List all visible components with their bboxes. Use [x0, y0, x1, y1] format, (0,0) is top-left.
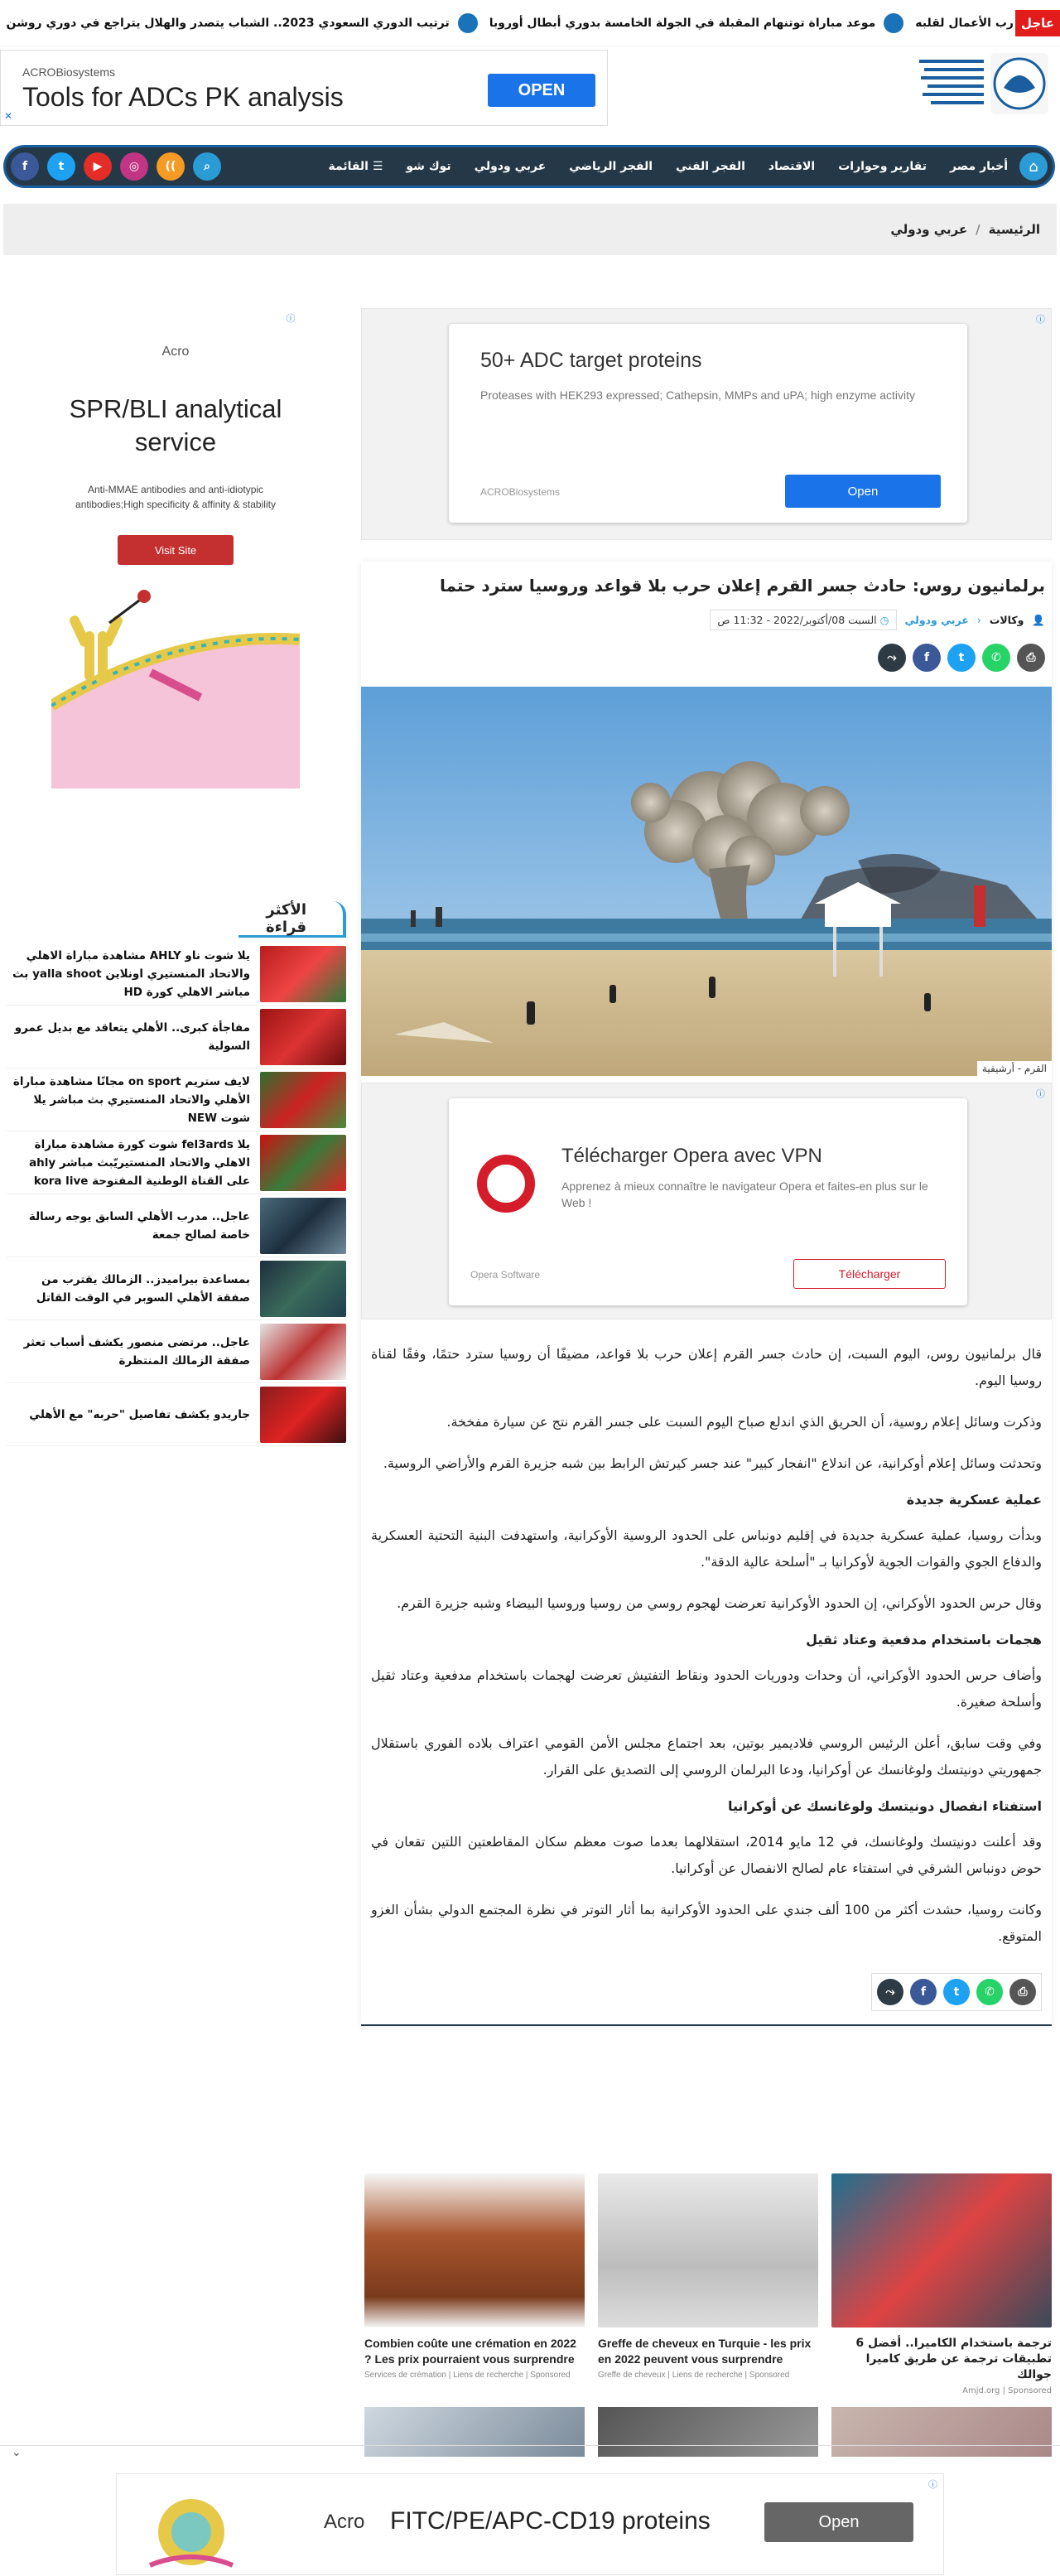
ad-card[interactable]: [449, 1098, 967, 1305]
main-navbar: [3, 145, 1055, 188]
sponsored-card[interactable]: [831, 2173, 1052, 2395]
hamburger-icon: ☰: [368, 160, 383, 173]
ad-brand: Acro: [161, 345, 190, 359]
most-read-item[interactable]: بمساعدة بيراميدز.. الزمالك يقترب من صفقة الأهلي السوبر في الوقت القاتل: [7, 1257, 346, 1320]
whatsapp-share-icon[interactable]: ✆: [976, 1979, 1003, 2005]
facebook-share-icon[interactable]: f: [913, 644, 941, 672]
article-paragraph: وفي وقت سابق، أعلن الرئيس الروسي فلاديمير بوتين، بعد اجتماع مجلس الأمن القومي اعتراف بلاده الفوري باستقلال جمهوريتي دونيتسك ولوغانسك عن أوكرانيا، ودعا البرلمان الروسي إلى التصديق على القرار.: [371, 1735, 1042, 1778]
share-icon[interactable]: ⤳: [878, 644, 906, 672]
ad-text: Anti-MMAE antibodies and anti-idiotypic antibodies;High specificity & affinity & stability: [75, 484, 276, 510]
ad-visit-button[interactable]: Visit Site: [118, 535, 234, 565]
most-read-item[interactable]: عاجل.. مدرب الأهلي السابق يوجه رسالة خاصة لصالح جمعة: [7, 1194, 346, 1257]
share-bar-top: [361, 635, 1052, 680]
nav-item-reports[interactable]: تقارير وحوارات: [838, 160, 928, 173]
ad-illustration: [51, 581, 300, 789]
most-read-item[interactable]: لايف ستريم on sport مجانًا مشاهدة مباراة الأهلي والاتحاد المنستيري بث مباشر يلا شوت NEW: [7, 1069, 346, 1131]
article-title: برلمانيون روس: حادث جسر القرم إعلان حرب بلا قواعد وروسيا سترد حتما: [439, 576, 1045, 596]
whatsapp-share-icon[interactable]: ✆: [982, 644, 1010, 672]
breadcrumb-home[interactable]: الرئيسية: [988, 222, 1040, 237]
ad-close-icon[interactable]: ✕: [4, 110, 13, 122]
breadcrumb: [3, 204, 1057, 255]
sponsored-title: Greffe de cheveux en Turquie - les prix en 2022 peuvent vous surprendre: [598, 2337, 812, 2366]
most-read-item[interactable]: جاريدو يكشف تفاصيل "حربه" مع الأهلي: [7, 1383, 346, 1446]
ad-text: Proteases with HEK293 expressed; Cathepsin, MMPs and uPA; high enzyme activity: [480, 388, 915, 402]
sticky-ad-collapse-bar: [0, 2445, 1060, 2460]
article-author: وكالات: [989, 614, 1024, 626]
ticker-item[interactable]: موعد مباراة توتنهام المقبلة في الجولة الخامسة بدوري أبطال أوروبا: [489, 13, 904, 33]
twitter-share-icon[interactable]: t: [943, 1979, 970, 2005]
sticky-bottom-ad[interactable]: [116, 2473, 944, 2575]
ad-download-button[interactable]: Télécharger: [793, 1259, 946, 1289]
most-read-item[interactable]: عاجل.. مرتضى منصور يكشف أسباب تعثر صفقة الزمالك المنتظرة: [7, 1320, 346, 1383]
nav-item-art[interactable]: الفجر الفني: [676, 160, 745, 173]
article-paragraph: وكانت روسيا، حشدت أكثر من 100 ألف جندي على الحدود الأوكرانية بما أثار التوتر في نظرة المجتمع الدولي بشأن الغزو المتوقع.: [371, 1902, 1042, 1944]
sponsored-source: Amjd.org | Sponsored: [962, 2386, 1052, 2395]
ad-brand: Acro: [324, 2511, 365, 2533]
section-heading: عملية عسكرية جديدة: [906, 1492, 1042, 1507]
sponsored-image: [598, 2173, 818, 2328]
twitter-icon[interactable]: t: [47, 152, 75, 181]
most-read-widget: [7, 901, 346, 1446]
sponsored-content-grid: [361, 2173, 1052, 2457]
search-icon[interactable]: ⌕: [193, 152, 221, 181]
image-caption: القرم - أرشيفية: [977, 1061, 1052, 1076]
nav-item-economy[interactable]: الاقتصاد: [768, 160, 816, 173]
instagram-icon[interactable]: ◎: [120, 152, 148, 181]
article-paragraph: قال برلمانيون روس، اليوم السبت، إن حادث جسر القرم إعلان حرب بلا قواعد، مضيفًا أن روسيا سترد حتمًا، وفقًا لقناة روسيا اليوم.: [371, 1346, 1042, 1388]
most-read-item[interactable]: يلا شوت ناو AHLY مشاهدة مباراة الاهلي والاتحاد المنستيري اونلاين yalla shoot بث مباشر الاهلي كورة HD: [7, 943, 346, 1006]
article-paragraph: وقد أعلنت دونيتسك ولوغانسك، في 12 مايو 2014، استقلالهما بعدما صوت معظم سكان المقاطعتين اللتين تقعان في حوض دونباس الشرقي في استفتاء عام لصالح الانفصال عن أوكرانيا.: [371, 1834, 1043, 1876]
most-read-item[interactable]: يلا fel3ards شوت كورة مشاهدة مباراة الاهلي والاتحاد المنستيريّبث مباشر ahly على القناة الوطنية المفتوحة kora live: [7, 1131, 346, 1194]
most-read-title: الأكثر قراءة: [238, 901, 346, 938]
sponsored-source: Services de crémation | Liens de recherche | Sponsored: [364, 2371, 571, 2380]
sponsored-title: ترجمة باستخدام الكاميرا.. أفضل 6 تطبيقات ترجمة عن طريق كاميرا جوالك: [855, 2337, 1052, 2381]
ad-card[interactable]: [449, 324, 967, 523]
ad-source: Opera Software: [470, 1269, 541, 1281]
sponsored-card[interactable]: [598, 2173, 818, 2395]
section-heading: استفتاء انفصال دونيتسك ولوغانسك عن أوكرانيا: [727, 1798, 1042, 1814]
ad-text: Apprenez à mieux connaître le navigateur Opera et faites-en plus sur le Web !: [561, 1179, 928, 1209]
sponsored-card[interactable]: [364, 2173, 585, 2395]
twitter-share-icon[interactable]: t: [947, 644, 976, 672]
sidebar-ad[interactable]: [51, 308, 300, 805]
ad-open-button[interactable]: Open: [764, 2502, 913, 2542]
in-content-ad[interactable]: [361, 308, 1052, 540]
article-body: [361, 1319, 1052, 1973]
sponsored-title: Combien coûte une crémation en 2022 ? Les prix pourraient vous surprendre: [364, 2337, 576, 2366]
article-paragraph: وتحدثت وسائل إعلام أوكرانية، عن اندلاع "انفجار كبير" عند جسر كيرتش الرابط بين شبه جزيرة القرم والأراضي الروسية.: [383, 1455, 1042, 1471]
print-icon[interactable]: ⎙: [1017, 644, 1045, 672]
youtube-icon[interactable]: ▶: [84, 152, 112, 181]
thumbnail: [260, 1324, 346, 1380]
main-column: [361, 308, 1052, 2026]
ticker-item[interactable]: ترتيب الدوري السعودي 2023.. الشباب يتصدر والهلال يتراجع في دوري روشن: [6, 13, 477, 33]
article-paragraph: وقال حرس الحدود الأوكراني، إن الحدود الأوكرانية تعرضت لهجوم روسي من روسيا وروسيا البيضاء وشبه جزيرة القرم.: [397, 1595, 1042, 1611]
clock-icon: ◷: [876, 614, 889, 626]
site-logo[interactable]: [911, 51, 1052, 116]
article-paragraph: وأضاف حرس الحدود الأوكراني، أن وحدات ودوريات الحدود ونقاط التفتيش تعرضت لهجمات باستخدام مدفعية وعتاد ثقيل وأسلحة صغيرة.: [371, 1667, 1042, 1710]
article-divider: [361, 2024, 1052, 2026]
nav-item-egypt-news[interactable]: أخبار مصر: [950, 160, 1008, 173]
section-heading: هجمات باستخدام مدفعية وعتاد ثقيل: [806, 1632, 1042, 1647]
chevron-icon: ‹: [976, 614, 981, 626]
ad-title: FITC/PE/APC-CD19 proteins: [390, 2507, 711, 2535]
chevron-down-icon[interactable]: ⌄: [12, 2446, 22, 2459]
article: [361, 562, 1052, 2026]
share-bar-bottom: [871, 1973, 1042, 2011]
user-icon: 👤: [1032, 613, 1045, 626]
nav-item-world[interactable]: عربي ودولي: [474, 160, 547, 173]
opera-logo-icon: [477, 1155, 535, 1213]
sponsored-image: [831, 2173, 1052, 2328]
ad-headline: SPR/BLI analytical service: [69, 394, 282, 456]
nav-item-menu[interactable]: ☰ القائمة: [328, 160, 383, 173]
article-image: [361, 687, 1052, 1076]
thumbnail: [260, 1072, 346, 1128]
ad-choices-icon[interactable]: ⓘ: [1036, 314, 1045, 325]
article-meta: [361, 605, 1052, 635]
facebook-share-icon[interactable]: f: [910, 1979, 937, 2005]
print-icon[interactable]: ⎙: [1009, 1979, 1036, 2005]
ad-title[interactable]: Tools for ADCs PK analysis: [22, 82, 344, 112]
in-content-ad[interactable]: [361, 1083, 1052, 1319]
breadcrumb-current[interactable]: عربي ودولي: [890, 222, 968, 237]
home-icon[interactable]: ⌂: [1019, 152, 1048, 181]
share-icon[interactable]: ⤳: [877, 1979, 903, 2005]
thumbnail: [260, 1009, 346, 1065]
article-category[interactable]: عربي ودولي: [904, 614, 969, 626]
breaking-badge: عاجل: [1015, 10, 1060, 36]
facebook-icon[interactable]: f: [11, 152, 39, 181]
ad-choices-icon[interactable]: ⓘ: [1036, 1088, 1045, 1099]
ad-title: 50+ ADC target proteins: [480, 349, 702, 372]
ad-choices-icon[interactable]: ⓘ: [928, 2479, 937, 2490]
crimea-smoke-photo: [361, 687, 1052, 1076]
sponsored-image: [364, 2173, 585, 2328]
nav-item-talkshow[interactable]: توك شو: [406, 160, 451, 173]
ad-open-button[interactable]: Open: [785, 475, 941, 508]
thumbnail: [260, 1261, 346, 1317]
most-read-item[interactable]: مفاجأة كبرى.. الأهلي يتعاقد مع بديل عمرو السولية: [7, 1006, 346, 1069]
thumbnail: [260, 1198, 346, 1254]
ad-title: Télécharger Opera avec VPN: [561, 1145, 822, 1167]
breaking-news-ticker: [0, 0, 1060, 46]
thumbnail: [260, 1135, 346, 1191]
site-logo-icon: [458, 13, 478, 33]
breadcrumb-separator: /: [976, 222, 980, 237]
top-banner-ad[interactable]: [0, 50, 608, 126]
site-logo-icon: [884, 13, 903, 33]
rss-icon[interactable]: )): [157, 152, 185, 181]
thumbnail: [260, 946, 346, 1002]
sponsored-source: Greffe de cheveux | Liens de recherche | Sponsored: [598, 2371, 790, 2380]
article-paragraph: وذكرت وسائل إعلام روسية، أن الحريق الذي اندلع صباح اليوم السبت على جسر القرم نتج عن سيارة مفخخة.: [446, 1414, 1042, 1430]
ticker-item[interactable]: رب الأعمال لقلبه: [915, 17, 1014, 30]
ad-open-button[interactable]: OPEN: [488, 74, 595, 107]
nav-item-sports[interactable]: الفجر الرياضي: [569, 160, 653, 173]
ad-source: ACROBiosystems: [22, 65, 116, 79]
thumbnail: [260, 1387, 346, 1443]
ad-source: ACROBiosystems: [480, 486, 561, 498]
article-date: ◷ السبت 08/أكتوبر/2022 - 11:32 ص: [710, 610, 896, 630]
ad-illustration: [117, 2474, 266, 2576]
article-paragraph: وبدأت روسيا، عملية عسكرية جديدة في إقليم دونباس على الحدود الروسية الأوكرانية، واستهدفت البنية التحتية العسكرية والدفاع الجوي والقوات الجوية لأوكرانيا بـ "أسلحة عالية الدقة".: [371, 1527, 1042, 1570]
ad-choices-icon[interactable]: ⓘ: [286, 313, 296, 324]
